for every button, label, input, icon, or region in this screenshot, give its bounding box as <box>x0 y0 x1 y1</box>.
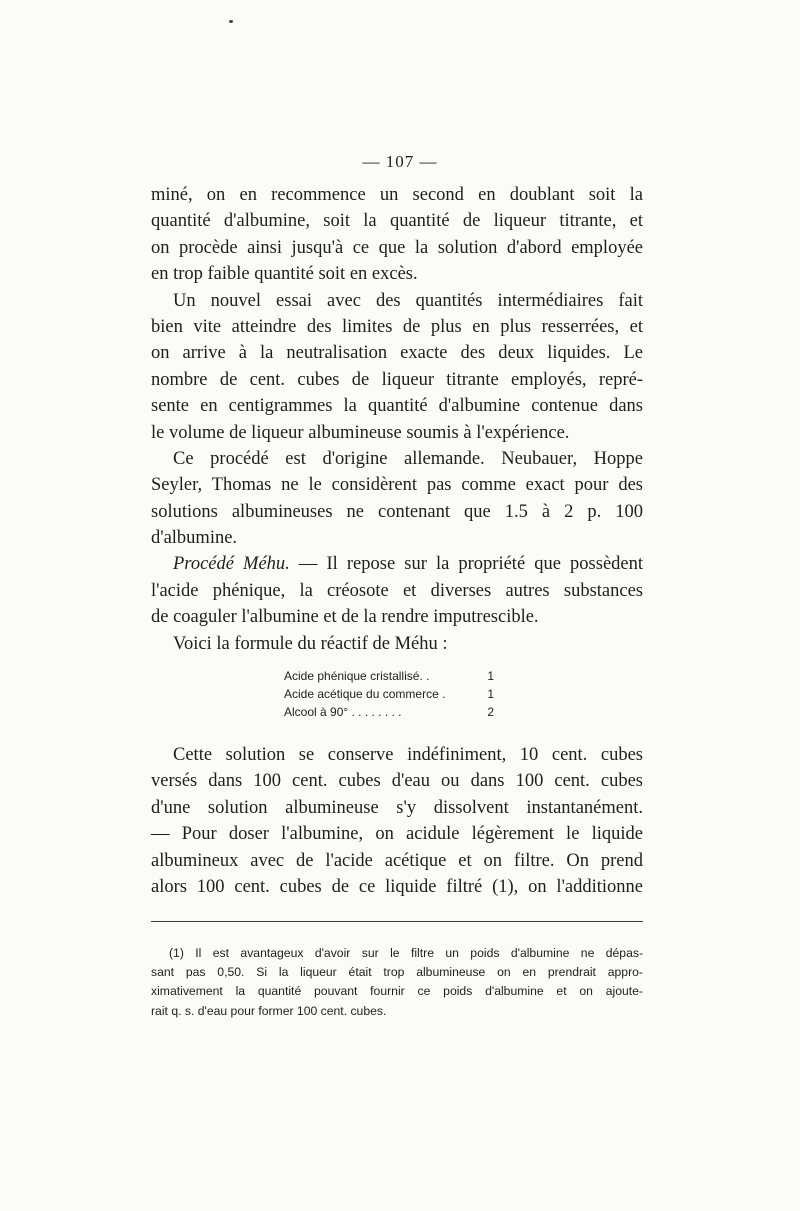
formula-quantity: 1 <box>487 686 494 701</box>
text-line: albumineux avec de l'acide acétique et on filtre. On prend <box>151 850 643 871</box>
page-number: — 107 — <box>362 152 438 171</box>
text-line: d'une solution albumineuse s'y dissolvent instantanément. <box>151 797 643 818</box>
footnote <box>151 944 643 1021</box>
text-line: alors 100 cent. cubes de ce liquide filtré (1), on l'additionne <box>151 876 643 897</box>
footnote-divider <box>151 921 643 922</box>
text-line-rest: — Il repose sur la propriété que possèdent <box>298 554 644 575</box>
text-line-mehu <box>151 551 643 577</box>
footnote-line: (1) Il est avantageux d'avoir sur le filtre un poids d'albumine ne dépas- <box>169 946 643 960</box>
text-line: sente en centigrammes la quantité d'albumine contenue dans <box>151 396 643 417</box>
formula-ingredient: Acide phénique cristallisé. . <box>284 669 430 683</box>
footnote-line: ximativement la quantité pouvant fournir ce poids d'albumine et on ajoute- <box>151 984 643 999</box>
formula-ingredient: Alcool à 90° . . . . . . . . <box>284 704 402 719</box>
text-line: solutions albumineuses ne contenant que 1.5 à 2 p. 100 <box>151 501 643 522</box>
text-line: Voici la formule du réactif de Méhu : <box>173 633 448 654</box>
text-line: Ce procédé est d'origine allemande. Neubauer, Hoppe <box>173 448 643 469</box>
section-heading-mehu: Procédé Méhu. <box>173 554 290 575</box>
formula-row <box>284 704 494 722</box>
formula-row <box>284 686 494 704</box>
text-line: de coaguler l'albumine et de la rendre imputrescible. <box>151 607 539 628</box>
text-line: miné, on en recommence un second en doublant soit la <box>151 185 643 205</box>
text-line: l'acide phénique, la créosote et diverses autres substances <box>151 580 643 601</box>
text-line: d'albumine. <box>151 528 238 549</box>
reagent-formula <box>284 668 494 721</box>
text-line: le volume de liqueur albumineuse soumis à l'expérience. <box>151 422 570 443</box>
text-line: Seyler, Thomas ne le considèrent pas comme exact pour des <box>151 475 643 496</box>
text-line: bien vite atteindre des limites de plus en plus resserrées, et <box>151 316 643 337</box>
body-text-lower <box>151 742 643 900</box>
ink-speck <box>229 20 233 23</box>
footnote-line: rait q. s. d'eau pour former 100 cent. cubes. <box>151 1003 387 1018</box>
text-line: — Pour doser l'albumine, on acidule légèrement le liquide <box>151 824 643 845</box>
formula-quantity: 2 <box>487 704 494 719</box>
text-line: quantité d'albumine, soit la quantité de liqueur titrante, et <box>151 211 643 232</box>
footnote-line: sant pas 0,50. Si la liqueur était trop albumineuse on en prendrait appro- <box>151 965 643 980</box>
formula-row <box>284 668 494 686</box>
text-line: Cette solution se conserve indéfiniment, 10 cent. cubes <box>173 745 643 765</box>
text-line: on arrive à la neutralisation exacte des deux liquides. Le <box>151 343 643 364</box>
formula-ingredient: Acide acétique du commerce . <box>284 686 446 701</box>
text-line: versés dans 100 cent. cubes d'eau ou dans 100 cent. cubes <box>151 771 643 792</box>
body-text-upper <box>151 182 643 657</box>
text-line: Un nouvel essai avec des quantités intermédiaires fait <box>173 290 643 311</box>
formula-quantity: 1 <box>487 669 494 683</box>
text-line: on procède ainsi jusqu'à ce que la solution d'abord employée <box>151 237 643 258</box>
text-line: nombre de cent. cubes de liqueur titrante employés, repré- <box>151 369 643 390</box>
text-line: en trop faible quantité soit en excès. <box>151 264 418 285</box>
